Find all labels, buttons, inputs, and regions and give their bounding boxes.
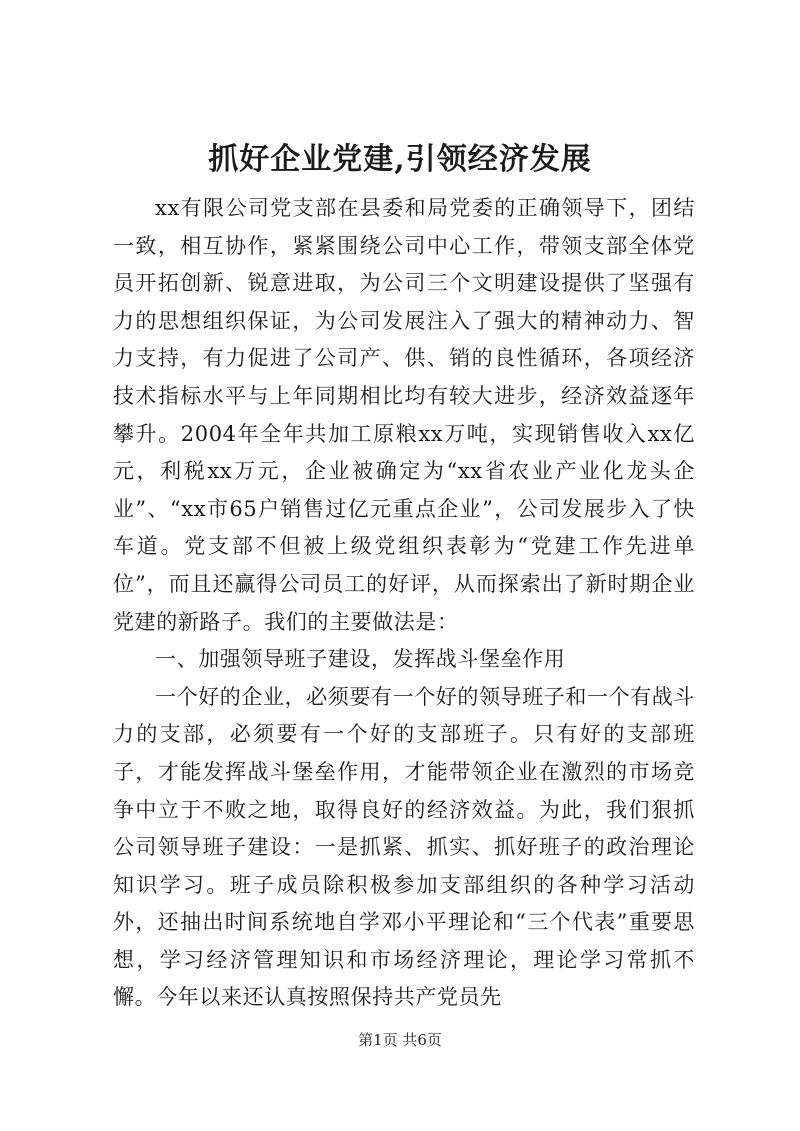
paragraph-intro: xx有限公司党支部在县委和局党委的正确领导下，团结一致，相互协作，紧紧围绕公司中心工作，带领支部全体党员开拓创新、锐意进取，为公司三个文明建设提供了坚强有力的思想组织保证，为公司发展注入了强大的精神动力、智力支持，有力促进了公司产、供、销的良性循环，各项经济技术指标水平与上年同期相比均有较大进步，经济效益逐年攀升。2004年全年共加工原粮xx万吨，实现销售收入xx亿元，利税xx万元，企业被确定为“xx省农业产业化龙头企业”、“xx市65户销售过亿元重点企业”，公司发展步入了快车道。党支部不但被上级党组织表彰为“党建工作先进单位”，而且还赢得公司员工的好评，从而探索出了新时期企业党建的新路子。我们的主要做法是： (113, 196, 695, 634)
document-body (113, 190, 695, 1017)
page-footer: 第1页 共6页 (358, 1031, 442, 1049)
section-heading-1: 一、加强领导班子建设，发挥战斗堡垒作用 (155, 647, 566, 672)
document-title: 抓好企业党建,引领经济发展 (208, 142, 592, 177)
paragraph-section-1: 一个好的企业，必须要有一个好的领导班子和一个有战斗力的支部，必须要有一个好的支部班子。只有好的支部班子，才能发挥战斗堡垒作用，才能带领企业在激烈的市场竞争中立于不败之地，取得良好的经济效益。为此，我们狠抓公司领导班子建设：一是抓紧、抓实、抓好班子的政治理论知识学习。班子成员除积极参加支部组织的各种学习活动外，还抽出时间系统地自学邓小平理论和“三个代表”重要思想，学习经济管理知识和市场经济理论，理论学习常抓不懈。今年以来还认真按照保持共产党员先 (113, 684, 695, 1010)
